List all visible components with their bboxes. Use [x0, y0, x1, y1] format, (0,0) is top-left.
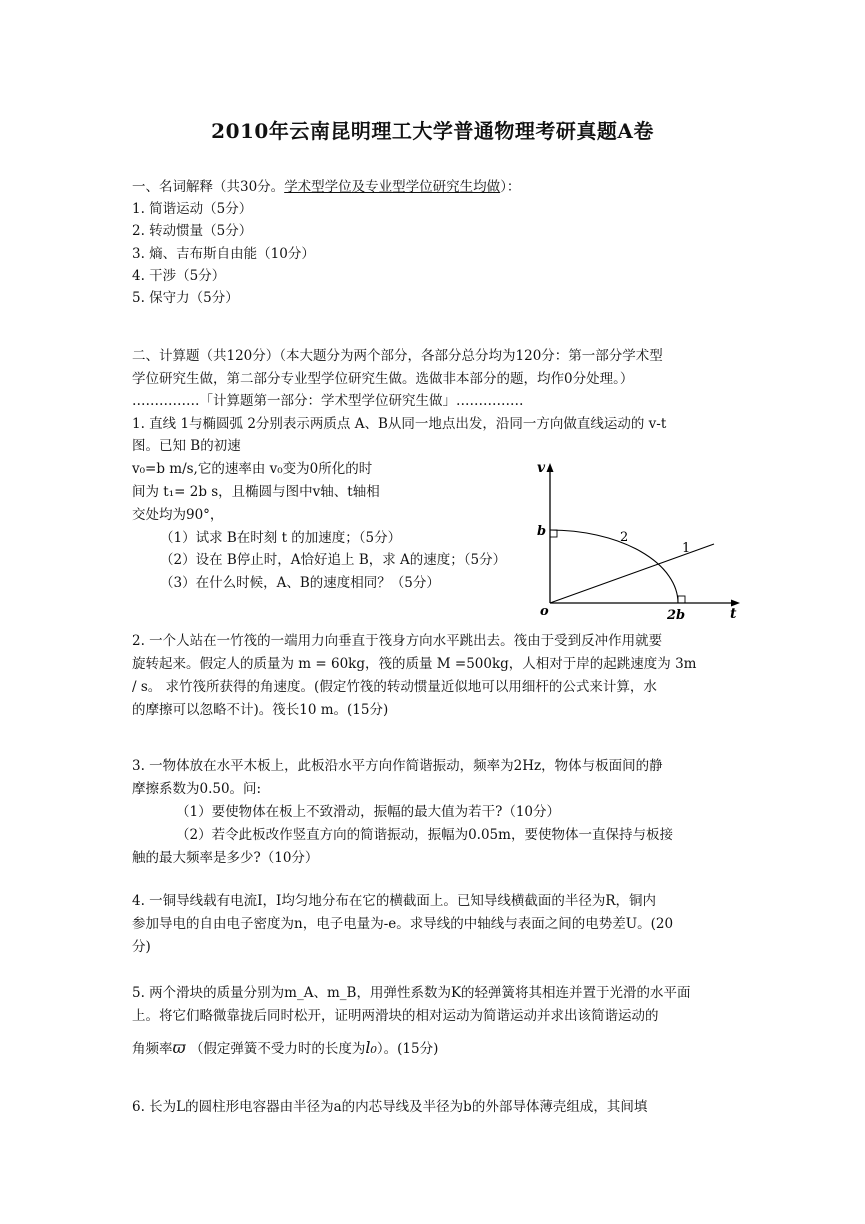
q1-line1: 1. 直线 1与椭圆弧 2分别表示两质点 A、B从同一地点出发，沿同一方向做直线运动的 v-t [132, 416, 667, 432]
origin-label: o [540, 604, 549, 619]
q3-sub1: （1）要使物体在板上不致滑动，振幅的最大值为若干?（10分） [176, 804, 561, 820]
q3-line2: 摩擦系数为0.50。问: [132, 781, 262, 797]
q1-line5: 交处均为90°， [132, 507, 224, 523]
q2-line1: 2. 一个人站在一竹筏的一端用力向垂直于筏身方向水平跳出去。筏由于受到反冲作用就要 [132, 633, 663, 649]
section1-heading-underlined: 学术型学位及专业型学位研究生均做 [284, 179, 501, 195]
section1-item: 1. 简谐运动（5分） [132, 201, 253, 217]
section2-heading-line2: 学位研究生做，第二部分专业型学位研究生做。选做非本部分的题，均作0分处理。） [132, 371, 634, 387]
b-label: b [537, 524, 547, 539]
q1-line4: 间为 t₁= 2b s，且椭圆与图中v轴、t轴相 [132, 484, 380, 500]
q4-line3: 分) [132, 939, 151, 955]
right-angle-mark-v [550, 530, 557, 537]
q3-sub2: （2）若令此板改作竖直方向的简谐振动，振幅为0.05m，要使物体一直保持与板接 [176, 827, 673, 843]
l0-symbol: l₀ [365, 1038, 377, 1057]
q4-line1: 4. 一铜导线载有电流I，I均匀地分布在它的横截面上。已知导线横截面的半径为R，铜内 [132, 893, 657, 909]
q5-line3-mid: （假定弹簧不受力时的长度为 [189, 1041, 366, 1057]
section1-heading-suffix: ）： [500, 179, 521, 195]
q1-sub2: （2）设在 B停止时，A恰好追上 B，求 A的速度；（5分） [160, 552, 507, 568]
t-axis-label: t [730, 606, 737, 622]
section1-item: 4. 干涉（5分） [132, 268, 226, 284]
section1-item: 5. 保守力（5分） [132, 290, 239, 306]
section2-part-label: ……………「计算题第一部分：学术型学位研究生做」…………… [132, 393, 524, 409]
v-axis-arrow [547, 463, 554, 472]
q1-line2: 图。已知 B的初速 [132, 438, 241, 454]
q2-line2: 旋转起来。假定人的质量为 m = 60kg，筏的质量 M =500kg，人相对于岸的起跳速度为 3m [132, 656, 697, 672]
section1-item: 2. 转动惯量（5分） [132, 223, 253, 239]
q2-line3: / s。 求竹筏所获得的角速度。(假定竹筏的转动惯量近似地可以用细杆的公式来计算，水 [132, 679, 657, 695]
q5-line3-suffix: ）。(15分) [376, 1041, 439, 1057]
section1-heading-prefix: 一、名词解释（共30分。 [132, 179, 285, 195]
ellipse-arc-2 [550, 530, 678, 603]
vt-figure [528, 455, 748, 629]
q1-sub3: （3）在什么时候，A、B的速度相同？（5分） [160, 575, 440, 591]
omega-symbol: ϖ [172, 1038, 186, 1057]
q6-line1: 6. 长为L的圆柱形电容器由半径为a的内芯导线及半径为b的外部导体薄壳组成，其间填 [132, 1099, 648, 1115]
q5-line3 [132, 1038, 438, 1059]
v-axis-label: v [537, 460, 546, 476]
right-angle-mark-t [678, 596, 685, 603]
line-1-label: 1 [682, 541, 691, 556]
q1-line3: v₀=b m/s,它的速率由 v₀变为0所化的时 [132, 461, 373, 477]
q5-line2: 上。将它们略微靠拢后同时松开，证明两滑块的相对运动为简谐运动并求出该简谐运动的 [132, 1008, 659, 1024]
q3-line3: 触的最大频率是多少?（10分） [132, 850, 319, 866]
section1-heading [132, 177, 520, 197]
tick-2b-label: 2b [667, 608, 686, 623]
vt-graph [528, 455, 748, 625]
q5-line1: 5. 两个滑块的质量分别为m_A、m_B，用弹性系数为K的轻弹簧将其相连并置于光滑的水平面 [132, 985, 691, 1001]
curve-2-label: 2 [620, 530, 629, 545]
page-title: 2010年云南昆明理工大学普通物理考研真题A卷 [211, 119, 654, 143]
q2-line4: 的摩擦可以忽略不计)。筏长10 m。(15分) [132, 702, 389, 718]
q3-line1: 3. 一物体放在水平木板上，此板沿水平方向作简谐振动，频率为2Hz，物体与板面间的静 [132, 758, 663, 774]
q5-line3-prefix: 角频率 [132, 1041, 173, 1057]
q4-line2: 参加导电的自由电子密度为n，电子电量为-e。求导线的中轴线与表面之间的电势差U。(20 [132, 916, 674, 932]
section2-heading-line1: 二、计算题（共120分）（本大题分为两个部分，各部分总分均为120分：第一部分学术型 [132, 348, 663, 364]
q1-sub1: （1）试求 B在时刻 t 的加速度；（5分） [160, 530, 402, 546]
section1-item: 3. 熵、吉布斯自由能（10分） [132, 246, 315, 262]
